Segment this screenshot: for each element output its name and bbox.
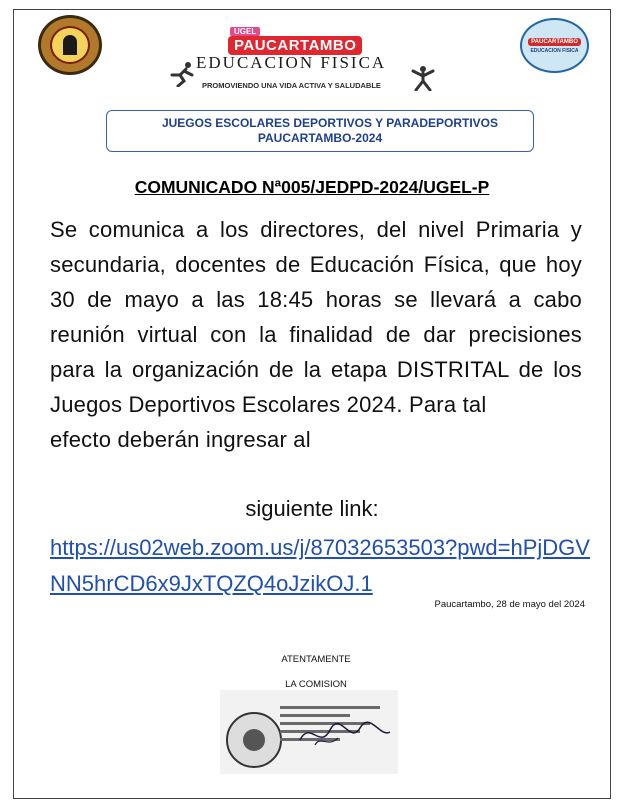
banner-slogan: PROMOVIENDO UNA VIDA ACTIVA Y SALUDABLE	[202, 81, 381, 90]
header-banner	[168, 27, 448, 93]
issue-date: Paucartambo, 28 de mayo del 2024	[434, 599, 585, 610]
jumping-figure-icon	[410, 65, 436, 91]
communique-paragraph: Se comunica a los directores, del nivel Primaria y secundaria, docentes de Educación Física, que hoy 30 de mayo a las 18:45 horas se llevará a cabo reunión virtual con la finalidad de dar precisiones para la organización de la etapa DISTRITAL de los Juegos Deportivos Escolares 2024. Para tal	[50, 217, 582, 417]
communique-heading: COMUNICADO Nª005/JEDPD-2024/UGEL-P	[134, 177, 490, 197]
educacion-fisica-logo	[520, 18, 589, 73]
zoom-meeting-link[interactable]: https://us02web.zoom.us/j/87032653503?pwd=hPjDGVNN5hrCD6x9JxTQZQ4oJzikOJ.1	[50, 535, 590, 596]
link-label: siguiente link:	[245, 496, 379, 521]
event-title-box	[106, 110, 534, 152]
closing-line2: LA COMISION	[285, 679, 347, 690]
closing-line1: ATENTAMENTE	[281, 654, 351, 665]
communique-body	[50, 212, 582, 457]
banner-title: EDUCACION FISICA	[196, 53, 387, 72]
right-logo-text: EDUCACION FISICA	[530, 47, 579, 54]
runner-icon	[168, 61, 196, 87]
brand-ugel-label: UGEL	[230, 27, 260, 36]
brand-paucartambo-label: PAUCARTAMBO	[228, 36, 362, 55]
right-logo-brand: PAUCARTAMBO	[528, 38, 581, 46]
signature-stamp-image	[220, 690, 398, 774]
communique-last-line: efecto deberán ingresar al	[50, 427, 311, 452]
event-title-line2: PAUCARTAMBO-2024	[257, 131, 383, 145]
school-crest-logo	[38, 15, 102, 75]
event-title-line1: JUEGOS ESCOLARES DEPORTIVOS Y PARADEPORTIVOS	[161, 116, 499, 130]
handwritten-signature-icon	[220, 690, 398, 774]
closing-block	[280, 654, 352, 690]
